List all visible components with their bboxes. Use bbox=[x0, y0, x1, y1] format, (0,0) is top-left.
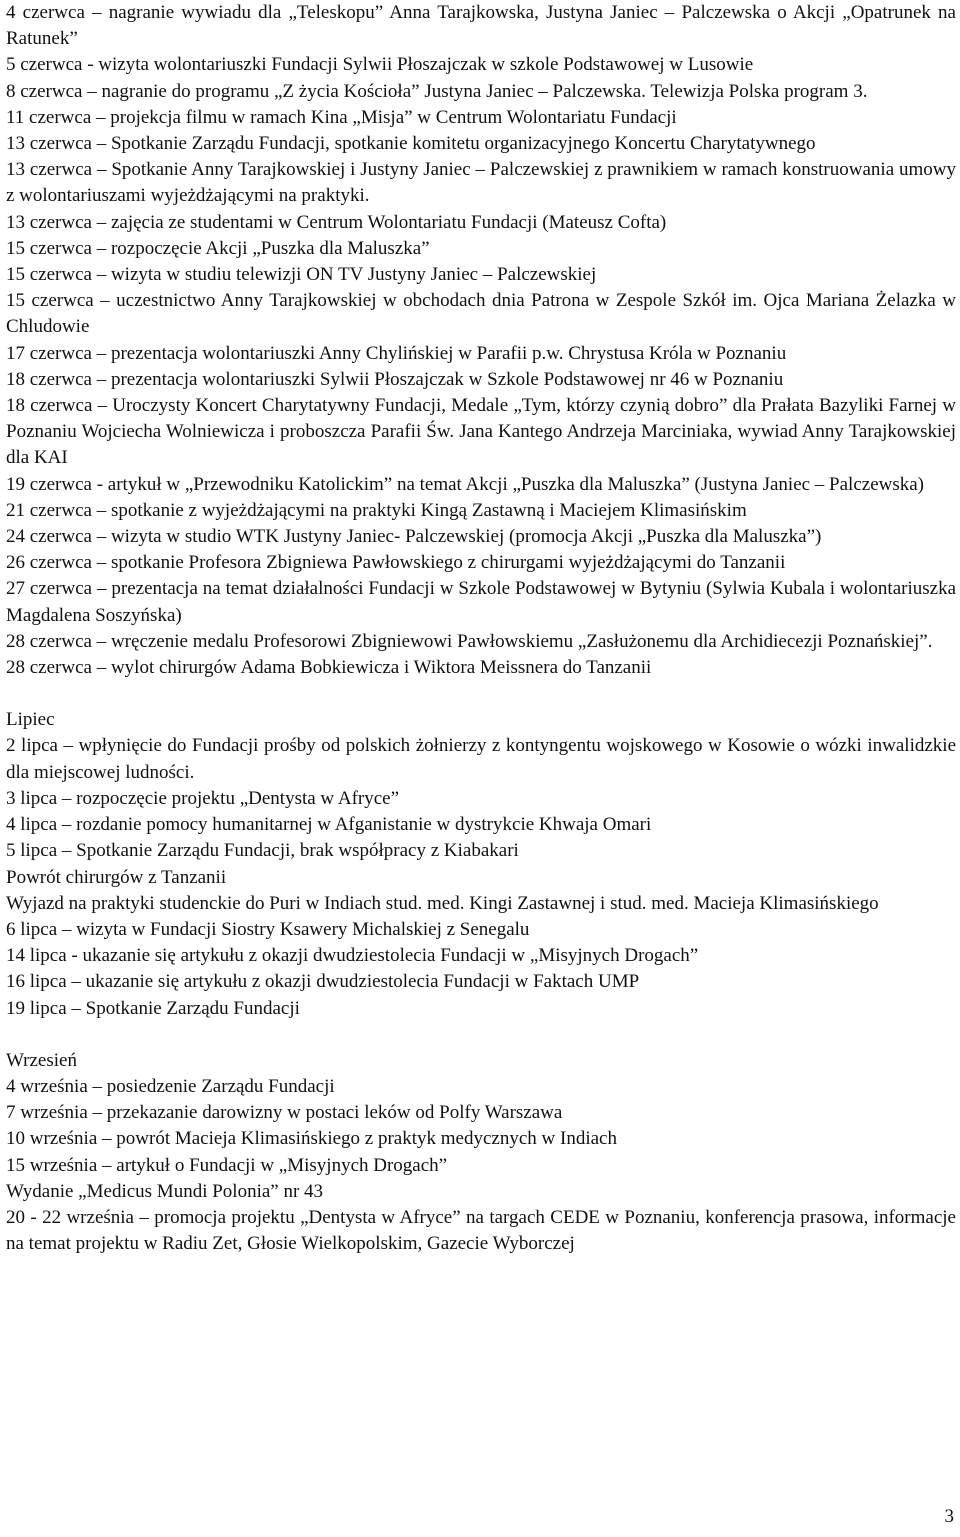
entry: 7 września – przekazanie darowizny w postaci leków od Polfy Warszawa bbox=[6, 1102, 563, 1124]
entry: 18 czerwca – Uroczysty Koncert Charytatywny Fundacji, Medale „Tym, którzy czynią dobro” dla Prałata Bazyliki Farnej w Poznaniu Wojciecha Wolniewicza i proboszcza Parafii Św. Jana Kantego Andrzeja Marciniaka, wywiad Anny Tarajkowskiej dla KAI bbox=[6, 395, 956, 469]
entry: 6 lipca – wizyta w Fundacji Siostry Ksawery Michalskiej z Senegalu bbox=[6, 918, 530, 940]
entry: 5 lipca – Spotkanie Zarządu Fundacji, brak współpracy z Kiabakari bbox=[6, 840, 519, 862]
entry: 15 czerwca – uczestnictwo Anny Tarajkowskiej w obchodach dnia Patrona w Zespole Szkół im. Ojca Mariana Żelazka w Chludowie bbox=[6, 290, 956, 338]
entry: 13 czerwca – Spotkanie Anny Tarajkowskiej i Justyny Janiec – Palczewskiej z prawnikiem w ramach konstruowania umowy z wolontariuszami wyjeżdżającymi na praktyki. bbox=[6, 159, 956, 207]
section-heading: Wrzesień bbox=[6, 1049, 77, 1071]
entry: 10 września – powrót Macieja Klimasińskiego z praktyk medycznych w Indiach bbox=[6, 1128, 617, 1150]
entry: 21 czerwca – spotkanie z wyjeżdżającymi na praktyki Kingą Zastawną i Maciejem Klimasińskim bbox=[6, 499, 747, 521]
entry: 15 czerwca – wizyta w studiu telewizji ON TV Justyny Janiec – Palczewskiej bbox=[6, 264, 597, 286]
section-september bbox=[6, 1048, 956, 1258]
entry: 15 września – artykuł o Fundacji w „Misyjnych Drogach” bbox=[6, 1154, 448, 1176]
entry: 4 lipca – rozdanie pomocy humanitarnej w Afganistanie w dystrykcie Khwaja Omari bbox=[6, 814, 652, 836]
entry: 26 czerwca – spotkanie Profesora Zbigniewa Pawłowskiego z chirurgami wyjeżdżającymi do Tanzanii bbox=[6, 552, 786, 574]
entry: 4 września – posiedzenie Zarządu Fundacji bbox=[6, 1075, 335, 1097]
section-july bbox=[6, 707, 956, 1021]
entry: 13 czerwca – Spotkanie Zarządu Fundacji, spotkanie komitetu organizacyjnego Koncertu Charytatywnego bbox=[6, 133, 816, 155]
entry: 15 czerwca – rozpoczęcie Akcji „Puszka dla Maluszka” bbox=[6, 237, 430, 259]
entry: 5 czerwca - wizyta wolontariuszki Fundacji Sylwii Płoszajczak w szkole Podstawowej w Lusowie bbox=[6, 54, 754, 76]
entry: 28 czerwca – wręczenie medalu Profesorowi Zbigniewowi Pawłowskiemu „Zasłużonemu dla Archidiecezji Poznańskiej”. bbox=[6, 630, 933, 652]
section-heading: Lipiec bbox=[6, 709, 55, 731]
entry: 18 czerwca – prezentacja wolontariuszki Sylwii Płoszajczak w Szkole Podstawowej nr 46 w Poznaniu bbox=[6, 368, 784, 390]
entry: 4 czerwca – nagranie wywiadu dla „Teleskopu” Anna Tarajkowska, Justyna Janiec – Palczewska o Akcji „Opatrunek na Ratunek” bbox=[6, 2, 956, 50]
entry: 19 lipca – Spotkanie Zarządu Fundacji bbox=[6, 997, 300, 1019]
entry: 3 lipca – rozpoczęcie projektu „Dentysta w Afryce” bbox=[6, 787, 400, 809]
entry: 27 czerwca – prezentacja na temat działalności Fundacji w Szkole Podstawowej w Bytyniu (Sylwia Kubala i wolontariuszka Magdalena Soszyńska) bbox=[6, 578, 956, 626]
entry: 28 czerwca – wylot chirurgów Adama Bobkiewicza i Wiktora Meissnera do Tanzanii bbox=[6, 657, 652, 679]
section-june bbox=[6, 0, 956, 681]
entry: Wydanie „Medicus Mundi Polonia” nr 43 bbox=[6, 1180, 324, 1202]
entry: 11 czerwca – projekcja filmu w ramach Kina „Misja” w Centrum Wolontariatu Fundacji bbox=[6, 106, 677, 128]
entry: 16 lipca – ukazanie się artykułu z okazji dwudziestolecia Fundacji w Faktach UMP bbox=[6, 971, 640, 993]
entry: Powrót chirurgów z Tanzanii bbox=[6, 866, 227, 888]
entry: 8 czerwca – nagranie do programu „Z życia Kościoła” Justyna Janiec – Palczewska. Telewizja Polska program 3. bbox=[6, 80, 868, 102]
entry: 19 czerwca - artykuł w „Przewodniku Katolickim” na temat Akcji „Puszka dla Maluszka” (Justyna Janiec – Palczewska) bbox=[6, 473, 925, 495]
entry: Wyjazd na praktyki studenckie do Puri w Indiach stud. med. Kingi Zastawnej i stud. med. Macieja Klimasińskiego bbox=[6, 892, 879, 914]
entry: 20 - 22 września – promocja projektu „Dentysta w Afryce” na targach CEDE w Poznaniu, konferencja prasowa, informacje na temat projektu w Radiu Zet, Głosie Wielkopolskim, Gazecie Wyborczej bbox=[6, 1206, 956, 1255]
entry: 2 lipca – wpłynięcie do Fundacji prośby od polskich żołnierzy z kontyngentu wojskowego w Kosowie o wózki inwalidzkie dla miejscowej ludności. bbox=[6, 735, 956, 783]
page-number: 3 bbox=[944, 1506, 954, 1527]
document-page bbox=[6, 0, 956, 1257]
entry: 24 czerwca – wizyta w studio WTK Justyny Janiec- Palczewskiej (promocja Akcji „Puszka dla Maluszka”) bbox=[6, 526, 822, 548]
entry: 17 czerwca – prezentacja wolontariuszki Anny Chylińskiej w Parafii p.w. Chrystusa Króla w Poznaniu bbox=[6, 342, 787, 364]
entry: 14 lipca - ukazanie się artykułu z okazji dwudziestolecia Fundacji w „Misyjnych Drogach” bbox=[6, 945, 699, 967]
entry: 13 czerwca – zajęcia ze studentami w Centrum Wolontariatu Fundacji (Mateusz Cofta) bbox=[6, 211, 667, 233]
